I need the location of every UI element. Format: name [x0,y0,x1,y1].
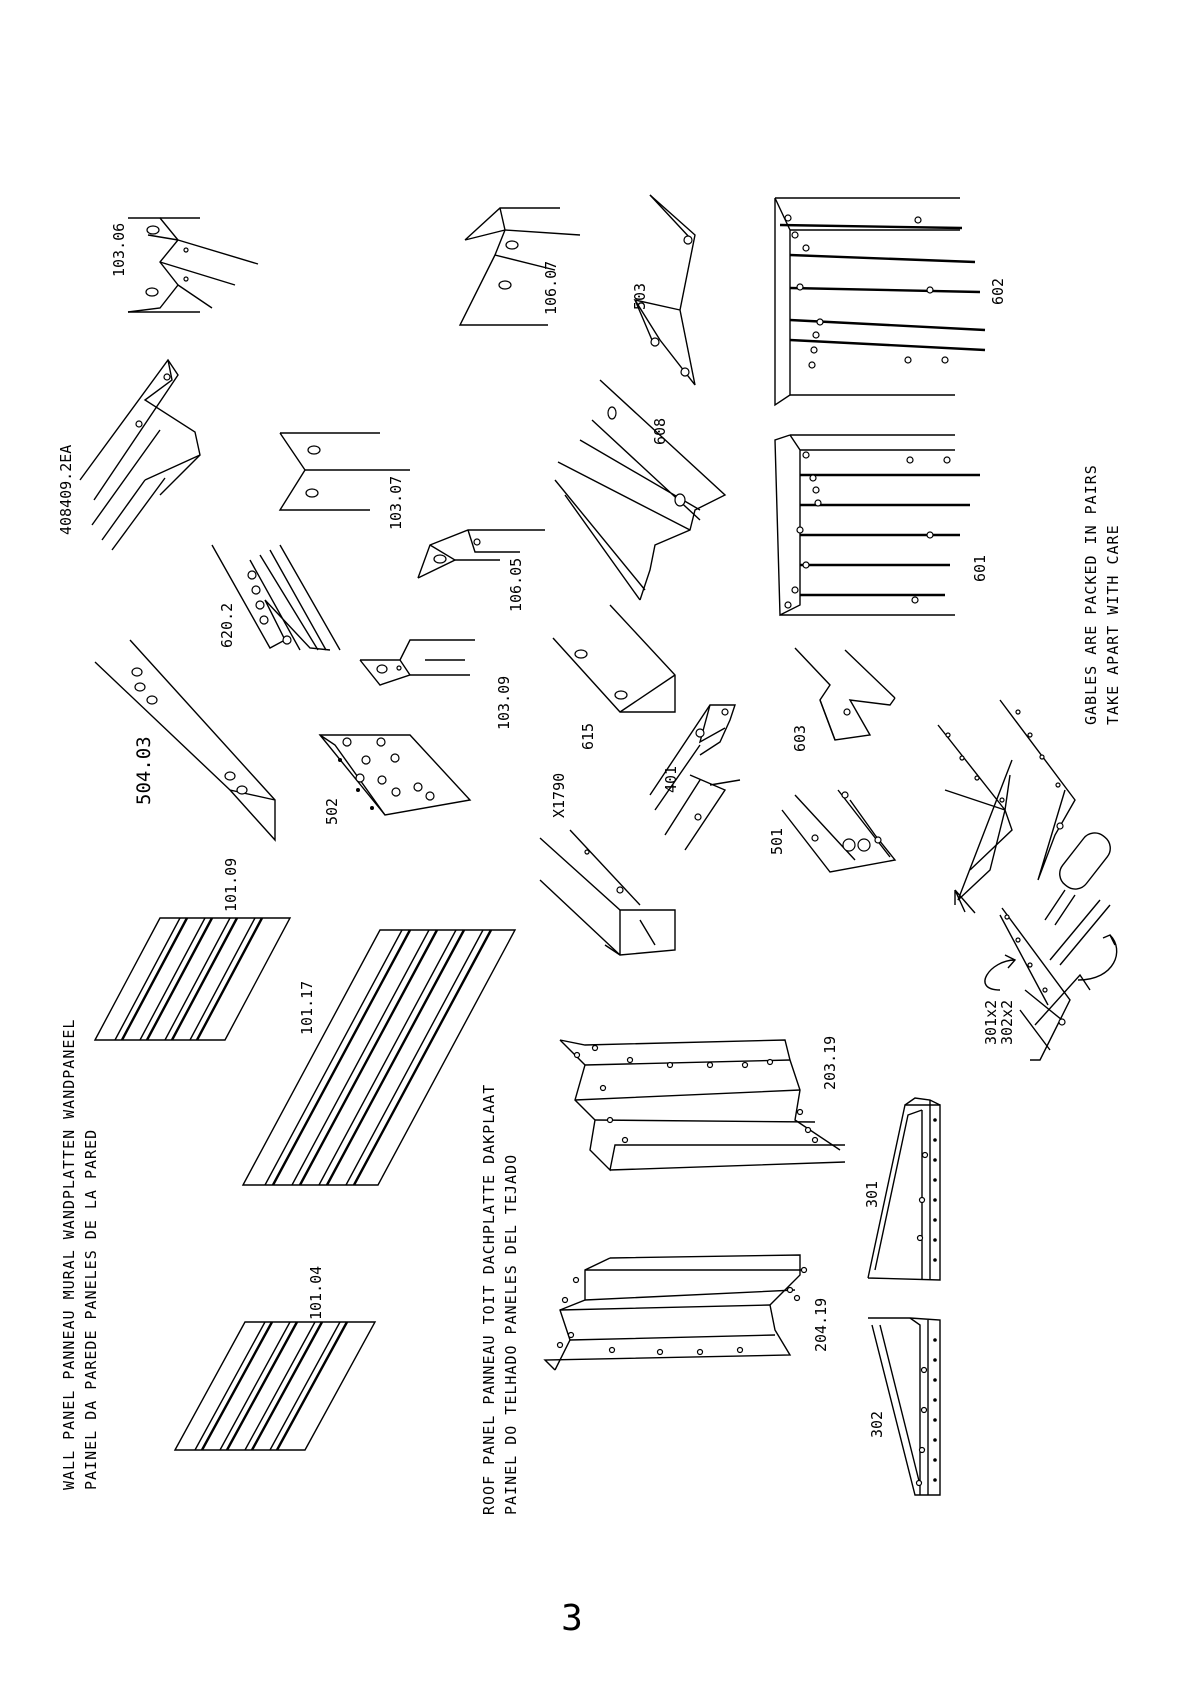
gable-601-drawing [775,435,980,615]
gable-302-drawing [868,1318,940,1495]
gable-assembly-drawing [938,700,1117,1060]
bracket-106-07-drawing [460,208,580,325]
part-label-408409: 408409.2EA [57,444,75,535]
plate-502-drawing [320,735,470,815]
part-label-301x2: 301x2 [982,999,1000,1045]
gable-602-drawing [775,198,985,405]
part-label-103-09: 103.09 [495,675,513,730]
part-label-502: 502 [323,797,341,825]
part-label-504-03: 504.03 [133,736,155,805]
wall-panel-note-line-1: WALL PANEL PANNEAU MURAL WANDPLATTEN WANDPANEEL [60,1018,78,1490]
part-label-302: 302 [868,1410,886,1438]
part-label-601: 601 [971,554,989,582]
bracket-106-05-drawing [418,530,545,578]
part-label-204-19: 204.19 [812,1297,830,1352]
wall-panel-note-line-2: PAINEL DA PAREDE PANELES DE LA PARED [82,1128,100,1490]
gables-note-line-1: GABLES ARE PACKED IN PAIRS [1082,464,1100,725]
wall-panel-101-04-drawing [175,1322,375,1450]
part-label-101-04: 101.04 [307,1265,325,1320]
part-label-301: 301 [863,1180,881,1208]
roof-panel-note-line-2: PAINEL DO TELHADO PANELES DEL TEJADO [502,1153,520,1515]
part-label-608: 608 [651,417,669,445]
part-label-x1790: X1790 [550,772,568,818]
part-label-615: 615 [579,722,597,750]
part-label-101-17: 101.17 [298,980,316,1035]
part-label-103-06: 103.06 [110,222,128,277]
roof-panel-note-line-1: ROOF PANEL PANNEAU TOIT DACHPLATTE DAKPLAAT [480,1083,498,1515]
part-label-620-2: 620.2 [218,602,236,648]
part-label-503: 503 [631,282,649,310]
profile-x1790-drawing [540,830,675,955]
part-label-106-07: 106.07 [542,260,560,315]
page-number: 3 [561,1598,583,1639]
part-label-302x2: 302x2 [998,999,1016,1045]
channel-615-drawing [553,605,675,712]
angle-504-03-drawing [95,640,275,840]
bracket-501-drawing [782,790,895,872]
part-label-401: 401 [662,765,680,793]
bracket-103-06-drawing [128,218,258,312]
bracket-103-09-drawing [360,640,475,685]
part-label-203-19: 203.19 [821,1035,839,1090]
angle-408409-drawing [80,360,200,550]
part-label-106-05: 106.05 [507,557,525,612]
gables-note-line-2: TAKE APART WITH CARE [1104,524,1122,725]
roof-panel-203-19-drawing [560,1040,845,1170]
part-label-602: 602 [989,277,1007,305]
wall-panel-101-09-drawing [95,918,290,1040]
roof-panel-204-19-drawing [545,1255,807,1370]
channel-603-drawing [795,648,895,740]
part-label-103-07: 103.07 [387,475,405,530]
part-label-603: 603 [791,724,809,752]
part-label-501: 501 [768,827,786,855]
channel-608-drawing [555,380,725,600]
part-label-101-09: 101.09 [222,857,240,912]
wall-panel-101-17-drawing [243,930,515,1185]
